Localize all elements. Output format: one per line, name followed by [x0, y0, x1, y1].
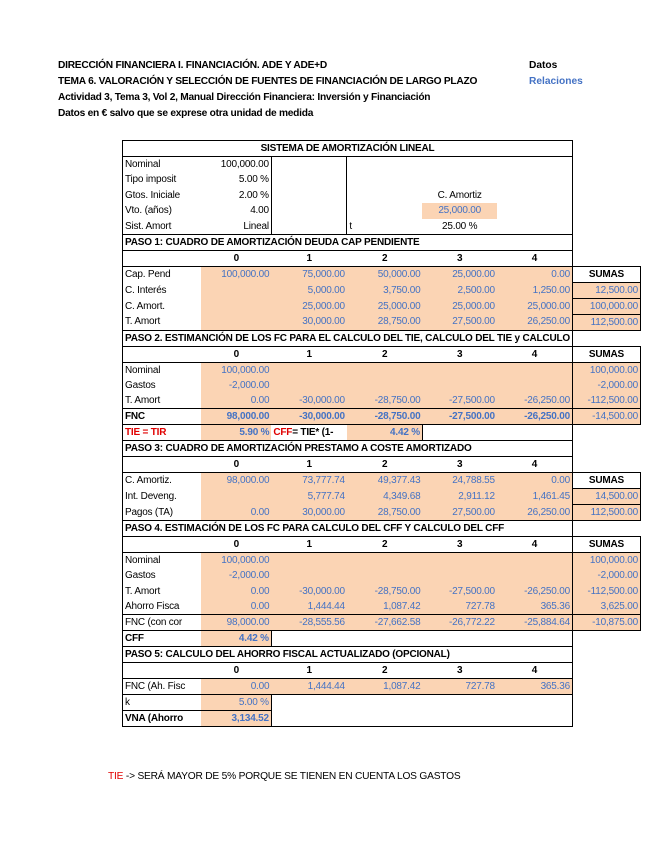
cell[interactable]	[271, 553, 347, 569]
param-label: Gtos. Iniciale	[123, 188, 202, 204]
year-header: 4	[497, 663, 573, 679]
cell[interactable]: 1,444.44	[271, 679, 347, 695]
param-label: Tipo imposit	[123, 172, 202, 188]
cell[interactable]: 0.00	[497, 473, 573, 489]
cell[interactable]: 727.78	[422, 599, 496, 615]
cell[interactable]: 28,750.00	[347, 505, 423, 521]
year-header: 0	[233, 665, 240, 676]
suma-cell[interactable]: 3,625.00	[572, 599, 640, 615]
vna-label: VNA (Ahorro	[123, 711, 202, 727]
cell[interactable]: 4,349.68	[347, 489, 423, 505]
sumas-header: SUMAS	[572, 346, 640, 362]
year-header: 1	[306, 539, 312, 550]
year-header: 3	[456, 252, 463, 264]
cell[interactable]: 98,000.00	[201, 409, 271, 425]
row-label: C. Interés	[123, 282, 202, 298]
cell[interactable]: -26,250.00	[497, 584, 573, 600]
param-label: Sist. Amort	[123, 219, 202, 235]
suma-cell[interactable]: -112,500.00	[572, 393, 640, 409]
cell[interactable]: 365.36	[497, 679, 573, 695]
cff-value[interactable]: 4.42 %	[347, 425, 423, 441]
cell[interactable]: 727.78	[422, 679, 496, 695]
cell[interactable]: 50,000.00	[347, 266, 423, 282]
cell[interactable]: 73,777.74	[271, 473, 347, 489]
cell[interactable]: 27,500.00	[422, 505, 496, 521]
cell[interactable]: 30,000.00	[271, 314, 347, 330]
cell[interactable]	[201, 282, 271, 298]
cell[interactable]: 100,000.00	[201, 362, 271, 378]
amortization-sheet	[122, 140, 641, 727]
sumas-header: SUMAS	[572, 473, 640, 489]
cell[interactable]	[422, 378, 496, 394]
cell[interactable]	[271, 362, 347, 378]
row-label: FNC (con cor	[123, 615, 202, 631]
sheet-title: SISTEMA DE AMORTIZACIÓN LINEAL	[123, 141, 573, 157]
year-header: 0	[233, 348, 240, 360]
row-label: FNC	[123, 409, 202, 425]
row-label: FNC (Ah. Fisc	[123, 679, 202, 695]
cell[interactable]: 1,250.00	[497, 282, 573, 298]
year-header: 3	[456, 665, 463, 676]
year-header: 4	[497, 250, 573, 266]
cell[interactable]: -26,250.00	[497, 393, 573, 409]
cell[interactable]: -2,000.00	[201, 378, 271, 394]
param-value[interactable]: 2.00 %	[201, 188, 271, 204]
row-label: Cap. Pend	[123, 266, 202, 282]
cell[interactable]	[497, 378, 573, 394]
cell[interactable]: 0.00	[201, 393, 271, 409]
year-header: 2	[381, 348, 388, 360]
cell[interactable]: 30,000.00	[271, 505, 347, 521]
paso2-title: PASO 2. ESTIMANCIÓN DE LOS FC PARA EL CALCULO DEL TIE, CALCULO DEL TIE y CALCULO	[123, 330, 573, 346]
k-label: k	[123, 695, 202, 711]
cell[interactable]	[497, 362, 573, 378]
footnote	[108, 771, 460, 782]
cff-formula: = TIE* (1-	[292, 427, 334, 438]
suma-cell[interactable]: 100,000.00	[572, 362, 640, 378]
cell[interactable]: 0.00	[201, 679, 271, 695]
year-header: 2	[381, 539, 388, 550]
header-line-1: DIRECCIÓN FINANCIERA I. FINANCIACIÓN. ADE Y ADE+D	[58, 60, 327, 71]
suma-cell[interactable]: -112,500.00	[572, 584, 640, 600]
cell[interactable]	[347, 553, 423, 569]
param-label: Nominal	[123, 157, 202, 173]
relaciones-link[interactable]: Relaciones	[529, 76, 583, 87]
year-header: 2	[381, 252, 388, 264]
cell[interactable]: -27,500.00	[422, 393, 496, 409]
cell[interactable]: -30,000.00	[271, 393, 347, 409]
row-label: C. Amort.	[123, 298, 202, 314]
c-amortiz-label: C. Amortiz	[437, 189, 482, 201]
cell[interactable]: -28,555.56	[271, 615, 347, 631]
cell[interactable]: 25,000.00	[422, 298, 496, 314]
datos-link[interactable]: Datos	[529, 60, 558, 71]
cff-label: CFF	[123, 631, 202, 647]
cell[interactable]: -26,250.00	[497, 409, 573, 425]
cell[interactable]: 27,500.00	[422, 314, 496, 330]
year-header: 4	[497, 537, 573, 553]
cell[interactable]	[347, 362, 423, 378]
year-header: 0	[233, 539, 240, 550]
vna-value[interactable]: 3,134.52	[201, 711, 271, 727]
cell[interactable]: -30,000.00	[271, 584, 347, 600]
cell[interactable]	[347, 378, 423, 394]
cell[interactable]: -27,662.58	[347, 615, 423, 631]
cell[interactable]: 0.00	[201, 599, 271, 615]
year-header: 1	[306, 459, 312, 470]
cell[interactable]	[271, 378, 347, 394]
row-label: Pagos (TA)	[123, 505, 202, 521]
row-label: C. Amortiz.	[123, 473, 202, 489]
tie-label: TIE = TIR	[123, 425, 202, 441]
cell[interactable]: -26,772.22	[422, 615, 496, 631]
header-line-2: TEMA 6. VALORACIÓN Y SELECCIÓN DE FUENTES DE FINANCIACIÓN DE LARGO PLAZO	[58, 76, 478, 87]
suma-cell[interactable]: 100,000.00	[572, 553, 640, 569]
cell[interactable]: 28,750.00	[347, 314, 423, 330]
cell[interactable]: 365.36	[497, 599, 573, 615]
cell[interactable]: -28,750.00	[347, 409, 423, 425]
cell[interactable]	[201, 314, 271, 330]
k-value[interactable]: 5.00 %	[201, 695, 271, 711]
row-label: T. Amort	[123, 393, 202, 409]
cell[interactable]: 0.00	[201, 505, 271, 521]
cff-value[interactable]: 4.42 %	[201, 631, 271, 647]
suma-cell[interactable]: -14,500.00	[572, 409, 640, 425]
cell[interactable]: 25,000.00	[422, 266, 496, 282]
year-header: 3	[456, 348, 463, 360]
row-label: Gastos	[123, 568, 202, 584]
cell[interactable]: 49,377.43	[347, 473, 423, 489]
tie-value[interactable]: 5.90 %	[201, 425, 271, 441]
c-amortiz-value: 25,000.00	[422, 203, 496, 219]
cell[interactable]: 0.00	[497, 266, 573, 282]
cell[interactable]	[422, 568, 496, 584]
param-value[interactable]: Lineal	[201, 219, 271, 235]
cell[interactable]	[497, 568, 573, 584]
cell[interactable]: -30,000.00	[271, 409, 347, 425]
year-header: 4	[497, 346, 573, 362]
cell[interactable]	[422, 553, 496, 569]
cell[interactable]: 5,000.00	[271, 282, 347, 298]
year-header: 3	[456, 539, 463, 550]
suma-cell[interactable]: 100,000.00	[572, 298, 640, 314]
footnote-text: -> SERÁ MAYOR DE 5% PORQUE SE TIENEN EN CUENTA LOS GASTOS	[123, 771, 461, 782]
row-label: Nominal	[123, 362, 202, 378]
cell[interactable]: -27,500.00	[422, 584, 496, 600]
paso3-title: PASO 3: CUADRO DE AMORTIZACIÓN PRESTAMO A COSTE AMORTIZADO	[123, 441, 573, 457]
cell[interactable]: 0.00	[201, 584, 271, 600]
cell[interactable]: 98,000.00	[201, 473, 271, 489]
row-label: T. Amort	[123, 314, 202, 330]
header-line-4: Datos en € salvo que se exprese otra unidad de medida	[58, 108, 314, 119]
cell[interactable]: 25,000.00	[347, 298, 423, 314]
cell[interactable]: 98,000.00	[201, 615, 271, 631]
suma-cell[interactable]: 112,500.00	[572, 314, 640, 330]
row-label: T. Amort	[123, 584, 202, 600]
cell[interactable]: 100,000.00	[201, 266, 271, 282]
cell[interactable]: 2,500.00	[422, 282, 496, 298]
suma-cell[interactable]: 112,500.00	[572, 505, 640, 521]
paso5-title: PASO 5: CALCULO DEL AHORRO FISCAL ACTUALIZADO (OPCIONAL)	[123, 647, 573, 663]
suma-cell[interactable]: -2,000.00	[572, 378, 640, 394]
suma-cell[interactable]: 14,500.00	[572, 489, 640, 505]
cell[interactable]: 1,444.44	[271, 599, 347, 615]
cell[interactable]: 26,250.00	[497, 314, 573, 330]
suma-cell[interactable]: -2,000.00	[572, 568, 640, 584]
header-line-3: Actividad 3, Tema 3, Vol 2, Manual Dirección Financiera: Inversión y Financiación	[58, 92, 431, 103]
param-value[interactable]: 4.00	[201, 203, 271, 219]
cell[interactable]: 75,000.00	[271, 266, 347, 282]
cell[interactable]: 26,250.00	[497, 505, 573, 521]
row-label: Gastos	[123, 378, 202, 394]
cell[interactable]: -2,000.00	[201, 568, 271, 584]
sumas-header: SUMAS	[572, 537, 640, 553]
year-header: 3	[456, 459, 463, 470]
cell[interactable]: 100,000.00	[201, 553, 271, 569]
year-header: 0	[233, 459, 240, 470]
cell[interactable]: -25,884.64	[497, 615, 573, 631]
row-label: Ahorro Fisca	[123, 599, 202, 615]
t-value: 25.00 %	[442, 220, 478, 232]
cell[interactable]: 25,000.00	[271, 298, 347, 314]
year-header: 1	[306, 348, 312, 360]
cell[interactable]: -28,750.00	[347, 393, 423, 409]
year-header: 2	[381, 665, 388, 676]
paso1-title: PASO 1: CUADRO DE AMORTIZACIÓN DEUDA CAP PENDIENTE	[123, 234, 573, 250]
t-label: t	[349, 220, 352, 232]
year-header: 2	[381, 459, 388, 470]
cell[interactable]	[271, 568, 347, 584]
suma-cell[interactable]: -10,875.00	[572, 615, 640, 631]
cell[interactable]	[422, 362, 496, 378]
cell[interactable]: 1,087.42	[347, 679, 423, 695]
cell[interactable]	[347, 568, 423, 584]
year-header: 1	[306, 252, 312, 264]
footnote-tie: TIE	[108, 771, 124, 782]
cell[interactable]	[201, 489, 271, 505]
row-label: Nominal	[123, 553, 202, 569]
cell[interactable]: -27,500.00	[422, 409, 496, 425]
cell[interactable]: 5,777.74	[271, 489, 347, 505]
cell[interactable]: 3,750.00	[347, 282, 423, 298]
param-value[interactable]: 100,000.00	[201, 157, 271, 173]
year-header: 0	[233, 252, 240, 264]
row-label: Int. Deveng.	[123, 489, 202, 505]
cell[interactable]: -28,750.00	[347, 584, 423, 600]
cell[interactable]: 2,911.12	[422, 489, 496, 505]
cell[interactable]: 1,461.45	[497, 489, 573, 505]
cell[interactable]	[201, 298, 271, 314]
cell[interactable]: 24,788.55	[422, 473, 496, 489]
param-label: Vto. (años)	[123, 203, 202, 219]
cell[interactable]: 25,000.00	[497, 298, 573, 314]
paso4-title: PASO 4. ESTIMACIÓN DE LOS FC PARA CALCULO DEL CFF Y CALCULO DEL CFF	[123, 521, 573, 537]
param-value[interactable]: 5.00 %	[201, 172, 271, 188]
year-header: 4	[497, 457, 573, 473]
year-header: 1	[306, 665, 312, 676]
suma-cell[interactable]: 12,500.00	[572, 282, 640, 298]
cell[interactable]: 1,087.42	[347, 599, 423, 615]
cell[interactable]	[497, 553, 573, 569]
sumas-header: SUMAS	[572, 266, 640, 282]
cff-prefix: CFF	[273, 427, 293, 438]
